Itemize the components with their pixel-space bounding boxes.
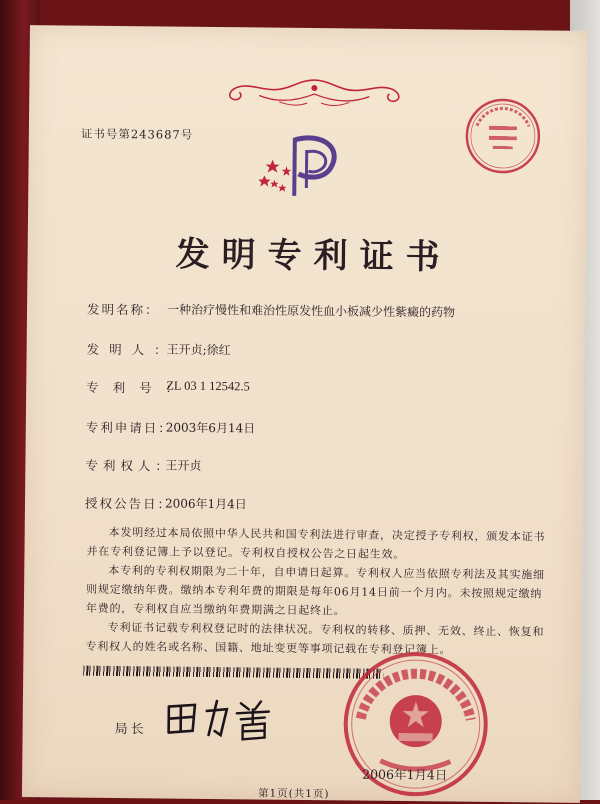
paragraph-line: 专利权人的姓名或名称、国籍、地址变更等事项记载在专利登记簿上。 — [85, 639, 452, 657]
paragraph-line: 本发明经过本局依照中华人民共和国专利法进行审查，决定授予专利权，颁发本证书 — [108, 525, 546, 544]
invention-name-value: 一种治疗慢性和难治性原发性血小板减少性紫癜的药物 — [166, 302, 456, 320]
invention-name-label: 发明名称： — [86, 301, 160, 318]
certificate-number: 证书号第243687号 — [80, 126, 194, 142]
ornament-icon — [219, 75, 409, 111]
director-signature — [160, 694, 281, 745]
inventor-value: 王开贞;徐红 — [166, 342, 231, 358]
barcode — [83, 666, 383, 679]
paragraph-line: 则规定缴纳年费。缴纳本专利年费的期限是每年06月14日前一个月内。未按照规定缴纳 — [86, 582, 543, 601]
director-label: 局长 — [114, 722, 147, 738]
seal-date: 2006年1月4日 — [362, 766, 448, 783]
grant-date-label: 授权公告日： — [84, 495, 173, 512]
paragraph-line: 本专利的专利权期限为二十年，自申请日起算。专利权人应当依照专利法及其实施细 — [108, 563, 545, 582]
grant-date-value: 2006年1月4日 — [164, 496, 247, 512]
patentee-value: 王开贞 — [165, 458, 202, 473]
certificate-title: 发明专利证书 — [175, 234, 452, 278]
office-seal-icon — [462, 96, 543, 177]
patent-number-value: ZL 03 1 12542.5 — [166, 378, 250, 394]
patent-number-label: 专利号： — [86, 379, 193, 396]
patentee-label: 专利权人： — [85, 457, 173, 474]
page-footer: 第1页(共1页) — [257, 787, 330, 801]
filing-date-value: 2003年6月14日 — [165, 420, 256, 436]
certificate-paper — [22, 25, 588, 803]
patent-office-logo-icon — [250, 117, 351, 208]
inventor-label: 发明人： — [86, 341, 177, 358]
paragraph-line: 并在专利登记簿上予以登记。专利权自授权公告之日起生效。 — [86, 544, 406, 562]
paragraph-line: 年费的，专利权自应当缴纳年费期满之日起终止。 — [85, 601, 346, 618]
filing-date-label: 专利申请日： — [85, 419, 173, 436]
paragraph-line: 专利证书记载专利权登记时的法律状况。专利权的转移、质押、无效、终止、恢复和 — [107, 620, 545, 639]
